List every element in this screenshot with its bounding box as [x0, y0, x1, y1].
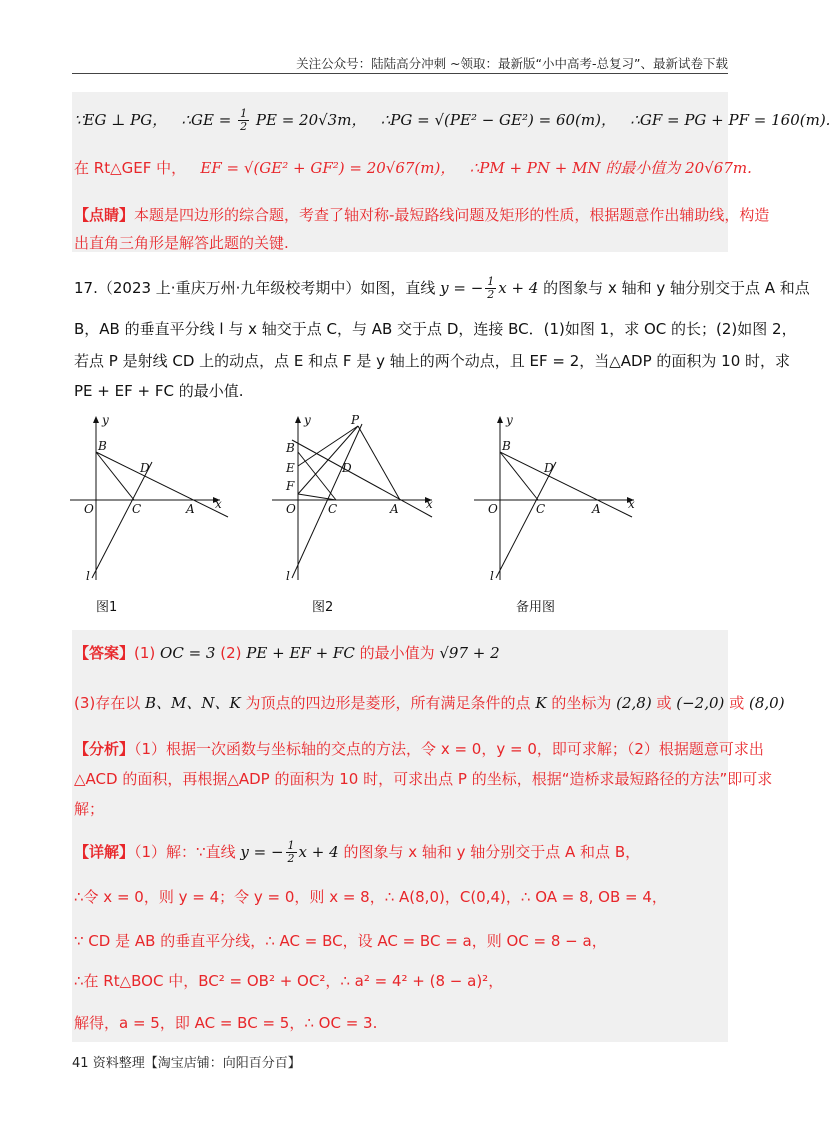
question-line-1: 17.（2023 上·重庆万州·九年级校考期中）如图，直线 y = − $\frac{1}{2}$ x + 4 的图象与 x 轴和 y 轴分别交于点 A 和点 [74, 275, 810, 301]
detail-line-4: ∴在 Rt△BOC 中，BC² = OB² + OC²，∴ a² = 4² + (8 − a)²， [74, 972, 504, 990]
figure-2 [272, 413, 433, 583]
figure-1 [70, 413, 228, 583]
fig3-label-a: A [592, 502, 601, 516]
fig2-label-p: P [351, 413, 360, 427]
fig1-label-x: x [215, 497, 222, 511]
fig2-label-x: x [426, 497, 433, 511]
detail-line-3: ∵ CD 是 AB 的垂直平分线，∴ AC = BC，设 AC = BC = a，则 OC = 8 − a， [74, 932, 607, 950]
fig3-label-d: D [544, 461, 554, 475]
question-line-4: PE + EF + FC 的最小值. [74, 382, 244, 400]
page-footer [72, 1052, 301, 1071]
detail-line-1: 【详解】（1）解：∵直线 y = − $\frac{1}{2}$ x + 4 的图象与 x 轴和 y 轴分别交于点 A 和点 B， [74, 839, 641, 865]
footer-text: 资料整理【淘宝店铺：向阳百分百】 [92, 1056, 301, 1071]
fig1-label-c: C [132, 502, 142, 516]
fig2-label-y: y [304, 413, 311, 427]
figure-1-caption: 图1 [96, 600, 118, 615]
fig3-label-o: O [488, 502, 498, 516]
fig3-label-c: C [536, 502, 546, 516]
solution-line-2: 在 Rt△GEF 中， EF = √(GE² + GF²) = 20√67(m)， ∴PM + PN + MN 的最小值为 20√67m. [74, 159, 752, 177]
fig2-label-l: l [286, 569, 290, 583]
fig2-line-ab [292, 440, 432, 517]
fig3-label-x: x [628, 497, 635, 511]
fig3-label-l: l [490, 569, 494, 583]
fig3-label-b: B [502, 439, 511, 453]
fig1-label-o: O [84, 502, 94, 516]
fig2-label-f: F [286, 479, 295, 493]
fig2-label-o: O [286, 502, 296, 516]
fig1-label-l: l [86, 569, 90, 583]
answer-line-2: (3)存在以 B、M、N、K 为顶点的四边形是菱形，所有满足条件的点 K 的坐标为 (2,8) 或 (−2,0) 或 (8,0) [74, 694, 785, 712]
fig1-label-b: B [98, 439, 107, 453]
question-line-2: B，AB 的垂直平分线 l 与 x 轴交于点 C，与 AB 交于点 D，连接 BC．(1)如图 1，求 OC 的长；(2)如图 2， [74, 320, 797, 338]
fig2-label-b: B [286, 441, 295, 455]
figures-panel [60, 410, 740, 610]
fig3-label-y: y [506, 413, 513, 427]
page-number: 41 [72, 1056, 89, 1071]
analysis-line-3: 解； [74, 800, 105, 818]
fig1-label-d: D [140, 461, 150, 475]
fig1-label-y: y [102, 413, 109, 427]
fig3-line-l [496, 462, 556, 578]
header-divider [72, 73, 728, 74]
analysis-line-2: △ACD 的面积，再根据△ADP 的面积为 10 时，可求出点 P 的坐标，根据“造桥求最短路径的方法”即可求 [74, 770, 773, 788]
detail-line-5: 解得，a = 5，即 AC = BC = 5，∴ OC = 3. [74, 1014, 378, 1032]
page-header: 关注公众号：陆陆高分冲刺 ~领取：最新版“小中高考-总复习”、最新试卷下载 [296, 56, 728, 71]
fig2-label-c: C [328, 502, 338, 516]
fig2-label-e: E [286, 461, 295, 475]
figure-3-caption: 备用图 [516, 600, 556, 615]
fig1-segment-bc [96, 452, 134, 500]
fig1-label-a: A [186, 502, 195, 516]
fig2-label-d: D [342, 461, 352, 475]
fig3-segment-bc [500, 452, 538, 500]
question-line-3: 若点 P 是射线 CD 上的动点，点 E 和点 F 是 y 轴上的两个动点，且 EF = 2，当△ADP 的面积为 10 时，求 [74, 352, 791, 370]
figure-2-caption: 图2 [312, 600, 334, 615]
fig1-line-l [92, 462, 152, 578]
solution-line-1: ∵EG ⊥ PG， ∴GE = $\frac{1}{2}$ PE = 20√3m， ∴PG = √(PE² − GE²) = 60(m)， ∴GF = PG + PF = 160(m). [74, 107, 830, 133]
figure-3 [474, 413, 635, 583]
fig1-line-ab [96, 452, 228, 517]
detail-line-2: ∴令 x = 0，则 y = 4；令 y = 0，则 x = 8，∴ A(8,0)，C(0,4)，∴ OA = 8, OB = 4， [74, 888, 667, 906]
fig2-segment-pa [358, 426, 400, 500]
note-line-1: 【点睛】本题是四边形的综合题，考查了轴对称-最短路线问题及矩形的性质，根据题意作出辅助线，构造 [74, 206, 770, 224]
analysis-line-1: 【分析】（1）根据一次函数与坐标轴的交点的方法，令 x = 0，y = 0，即可求解；（2）根据题意可求出 [74, 740, 764, 758]
note-line-2: 出直角三角形是解答此题的关键. [74, 234, 289, 252]
fig2-segment-bc [298, 452, 336, 500]
fig3-line-ab [500, 452, 632, 517]
answer-line-1: 【答案】(1) OC = 3 (2) PE + EF + FC 的最小值为 √97 + 2 [74, 644, 500, 662]
fig2-label-a: A [390, 502, 399, 516]
